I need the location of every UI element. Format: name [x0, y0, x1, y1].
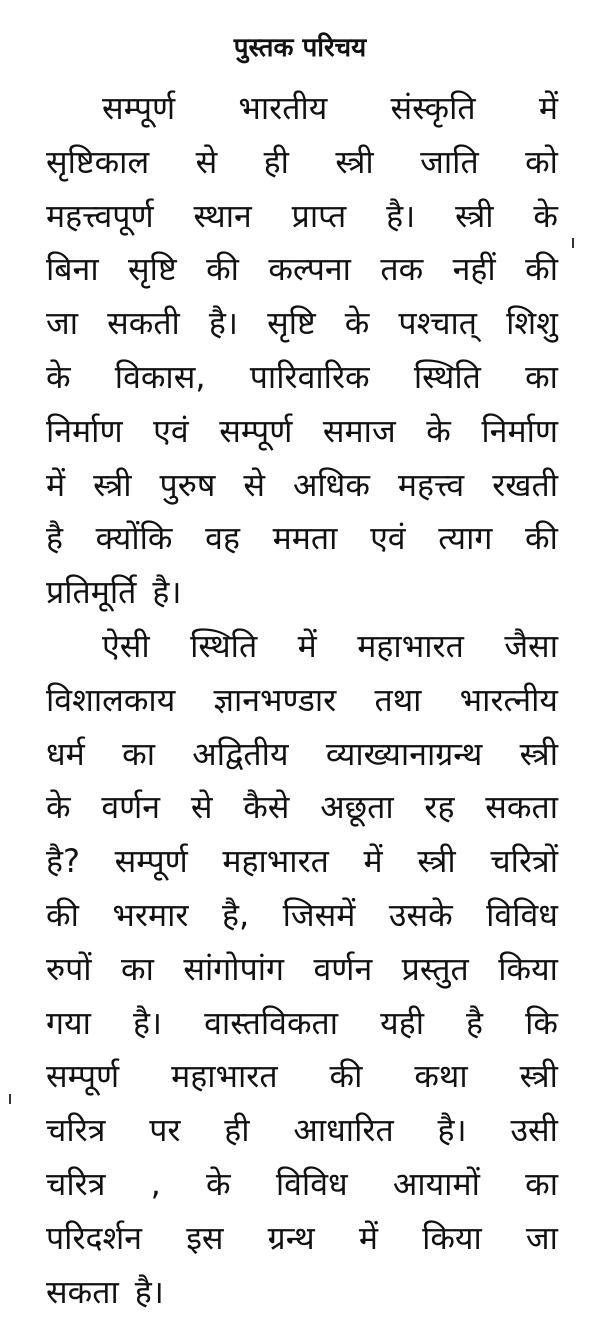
text-line: [46, 566, 558, 620]
text-word: सम्पूर्ण: [102, 89, 176, 127]
text-line: [46, 835, 558, 889]
text-word: ऐसी: [102, 626, 150, 665]
text-line: [46, 243, 558, 297]
introduction-text: [46, 82, 558, 1319]
text-word: गया: [46, 1003, 91, 1042]
text-word: महत्त्वपूर्ण: [46, 196, 154, 235]
text-line: [46, 674, 558, 728]
text-word: की: [525, 519, 558, 558]
text-word: सकती: [107, 304, 180, 343]
text-word: महाभारत: [357, 626, 464, 665]
scan-mark: [9, 1094, 11, 1104]
text-word: तथा: [374, 680, 422, 719]
text-word: में: [297, 626, 317, 665]
text-line: [46, 781, 558, 835]
text-word: का: [525, 357, 558, 396]
text-word: सम्पूर्ण: [219, 411, 293, 450]
text-word: स्थिति: [190, 626, 258, 665]
text-word: उसी: [510, 1111, 558, 1150]
text-word: शिशु: [506, 304, 558, 343]
text-word: यही: [380, 1003, 424, 1042]
text-word: स्थिति: [413, 357, 481, 396]
text-word: की: [206, 250, 239, 289]
text-word: किया: [498, 949, 558, 988]
text-word: एवं: [153, 411, 189, 450]
text-word: महाभारत: [171, 1057, 278, 1096]
text-word: किया: [422, 1218, 482, 1257]
page-title: पुस्तक परिचय: [233, 33, 367, 63]
text-word: महाभारत: [222, 842, 329, 881]
text-word: है।: [134, 1272, 164, 1311]
text-word: सृष्टि: [128, 250, 177, 289]
text-word: की: [329, 1057, 363, 1096]
text-word: एवं: [370, 519, 406, 558]
text-word: विविध: [486, 895, 558, 934]
text-word: आयामों: [392, 1164, 480, 1203]
text-word: बिना: [46, 250, 99, 289]
text-word: विविध: [275, 1164, 348, 1203]
text-word: में: [46, 465, 66, 504]
text-line: [46, 728, 558, 782]
text-word: ग्रन्थ: [267, 1218, 315, 1257]
text-line: [46, 512, 558, 566]
text-word: धर्म: [46, 734, 85, 773]
text-word: से: [190, 788, 213, 827]
text-word: जा: [46, 304, 79, 343]
text-word: के: [533, 196, 558, 235]
text-word: भारतीय: [238, 89, 328, 127]
text-word: स्त्री: [417, 842, 456, 881]
scan-mark: [572, 238, 574, 248]
text-word: जा: [525, 1218, 558, 1257]
text-word: वर्णन: [313, 949, 373, 988]
text-word: कि: [525, 1003, 558, 1042]
text-word: ही: [263, 142, 289, 181]
text-word: सांगोपांग: [183, 949, 285, 988]
text-word: कल्पना: [268, 250, 351, 289]
text-word: स्त्री: [93, 465, 132, 504]
text-word: पुरुष: [159, 465, 216, 504]
text-word: स्त्री: [335, 142, 374, 181]
text-word: तक: [380, 250, 424, 289]
text-word: संस्कृति: [390, 89, 476, 127]
text-word: ,: [150, 1164, 161, 1203]
text-word: है: [466, 1003, 484, 1042]
text-word: चरित्रों: [490, 842, 558, 881]
text-line: [46, 620, 558, 674]
text-word: है।: [132, 1003, 163, 1042]
text-word: के: [206, 1164, 231, 1203]
text-word: स्थान: [193, 196, 252, 235]
text-word: कथा: [414, 1057, 468, 1096]
text-word: महत्त्व: [397, 465, 465, 504]
text-word: को: [525, 142, 558, 181]
text-word: पश्चात्: [398, 304, 478, 343]
text-line: [46, 1104, 558, 1158]
text-word: की: [46, 895, 79, 934]
text-word: है।: [152, 573, 182, 612]
text-word: है,: [221, 895, 250, 934]
text-word: स्त्री: [519, 1057, 558, 1096]
text-word: सम्पूर्ण: [46, 1057, 120, 1096]
text-word: सकता: [485, 788, 558, 827]
text-line: [46, 190, 558, 244]
text-word: में: [358, 1218, 378, 1257]
text-word: का: [122, 734, 155, 773]
text-word: अछूता: [320, 788, 394, 827]
text-word: रखती: [492, 465, 558, 504]
text-word: ही: [224, 1111, 250, 1150]
text-line: [46, 459, 558, 513]
text-line: [46, 943, 558, 997]
text-word: है: [46, 519, 63, 558]
text-word: में: [538, 89, 558, 127]
text-word: भरमार: [112, 895, 189, 934]
text-word: वह: [205, 519, 240, 558]
text-word: अधिक: [292, 465, 370, 504]
text-word: का: [525, 1164, 558, 1203]
text-word: में: [363, 842, 383, 881]
text-word: प्रतिमूर्ति: [46, 573, 137, 612]
text-word: ममता: [272, 519, 338, 558]
text-word: ज्ञानभण्डार: [213, 680, 337, 719]
text-word: सृष्टिकाल: [46, 142, 150, 181]
text-word: के: [46, 788, 71, 827]
text-word: पारिवारिक: [249, 357, 370, 396]
text-word: की: [525, 250, 558, 289]
text-word: स्त्री: [519, 734, 558, 773]
text-word: चरित्र: [46, 1111, 106, 1150]
text-word: निर्माण: [481, 411, 558, 450]
text-word: इस: [186, 1218, 224, 1257]
text-word: विकास,: [114, 357, 206, 396]
text-line: [46, 889, 558, 943]
text-word: नहीं: [452, 250, 496, 289]
text-word: सम्पूर्ण: [114, 842, 188, 881]
text-line: [46, 997, 558, 1051]
text-word: के: [344, 304, 370, 343]
text-word: है?: [46, 842, 80, 881]
text-word: पर: [149, 1111, 181, 1150]
text-word: जाति: [420, 142, 479, 181]
text-word: के: [46, 357, 71, 396]
text-word: के: [426, 411, 451, 450]
text-word: परिदर्शन: [46, 1218, 143, 1257]
text-word: है।: [437, 1111, 467, 1150]
text-line: [46, 136, 558, 190]
text-word: प्रस्तुत: [401, 949, 469, 988]
text-word: है।: [208, 304, 239, 343]
text-word: अद्वितीय: [192, 734, 289, 773]
text-word: है।: [386, 196, 416, 235]
text-word: निर्माण: [46, 411, 123, 450]
text-word: आधारित: [293, 1111, 394, 1150]
text-word: त्याग: [438, 519, 493, 558]
text-line: [46, 351, 558, 405]
text-word: उसके: [388, 895, 453, 934]
text-word: क्योंकि: [95, 519, 173, 558]
text-word: भारत्नीय: [459, 680, 558, 719]
text-word: विशालकाय: [46, 680, 176, 719]
text-word: वास्तविकता: [204, 1003, 339, 1042]
text-word: व्याख्यानाग्रन्थ: [325, 734, 483, 773]
text-word: से: [195, 142, 218, 181]
text-word: रह: [424, 788, 455, 827]
text-line: [46, 1050, 558, 1104]
text-word: सकता: [46, 1272, 119, 1311]
text-word: चरित्र: [46, 1164, 106, 1203]
text-word: कैसे: [243, 788, 290, 827]
text-line: [46, 1212, 558, 1266]
text-word: जैसा: [504, 626, 558, 665]
text-word: जिसमें: [282, 895, 356, 934]
text-line: [46, 405, 558, 459]
text-word: का: [121, 949, 154, 988]
text-word: वर्णन: [101, 788, 161, 827]
text-word: सृष्टि: [267, 304, 316, 343]
text-line: [46, 1266, 558, 1319]
text-line: [46, 82, 558, 136]
text-word: स्त्री: [455, 196, 494, 235]
text-word: समाज: [322, 411, 396, 450]
text-word: से: [243, 465, 265, 504]
text-word: प्राप्त: [291, 196, 347, 235]
text-word: रुपों: [46, 949, 92, 988]
text-line: [46, 297, 558, 351]
text-line: [46, 1158, 558, 1212]
